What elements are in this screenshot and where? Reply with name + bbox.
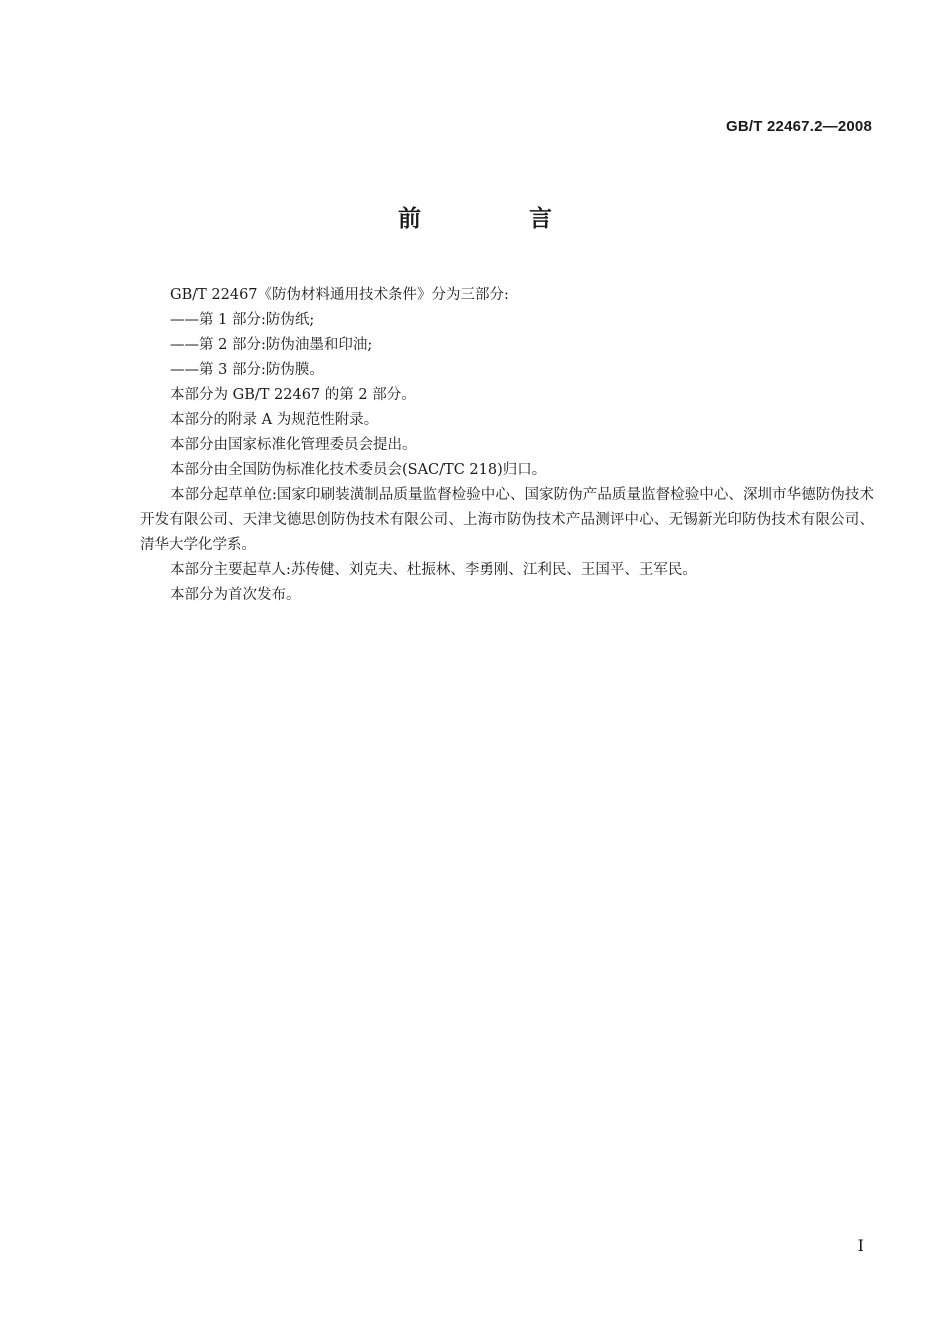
body-paragraph: 本部分为 GB/T 22467 的第 2 部分。: [170, 387, 416, 403]
body-paragraph: 本部分为首次发布。: [170, 587, 301, 603]
body-paragraph: 本部分由全国防伪标准化技术委员会(SAC/TC 218)归口。: [170, 462, 547, 478]
part-list-item: ——第 2 部分:防伪油墨和印油;: [170, 337, 373, 353]
body-paragraph: 本部分由国家标准化管理委员会提出。: [170, 437, 417, 453]
part-list-item: ——第 1 部分:防伪纸;: [170, 312, 315, 328]
drafting-units-paragraph: 本部分起草单位:国家印刷装潢制品质量监督检验中心、国家防伪产品质量监督检验中心、深圳市华德防伪技术开发有限公司、天津戈德思创防伪技术有限公司、上海市防伪技术产品测评中心、无锡新光印防伪技术有限公司、清华大学化学系。: [140, 487, 874, 553]
part-list-item: ——第 3 部分:防伪膜。: [170, 362, 324, 378]
body-paragraph: 本部分的附录 A 为规范性附录。: [170, 412, 379, 428]
standard-code: GB/T 22467.2—2008: [726, 118, 872, 135]
intro-paragraph: GB/T 22467《防伪材料通用技术条件》分为三部分:: [170, 287, 509, 303]
drafters-paragraph: 本部分主要起草人:苏传健、刘克夫、杜振林、李勇刚、江利民、王国平、王军民。: [170, 562, 697, 578]
page-number: I: [857, 1236, 864, 1255]
foreword-body: [140, 283, 874, 608]
page-title: 前 言: [397, 206, 602, 232]
